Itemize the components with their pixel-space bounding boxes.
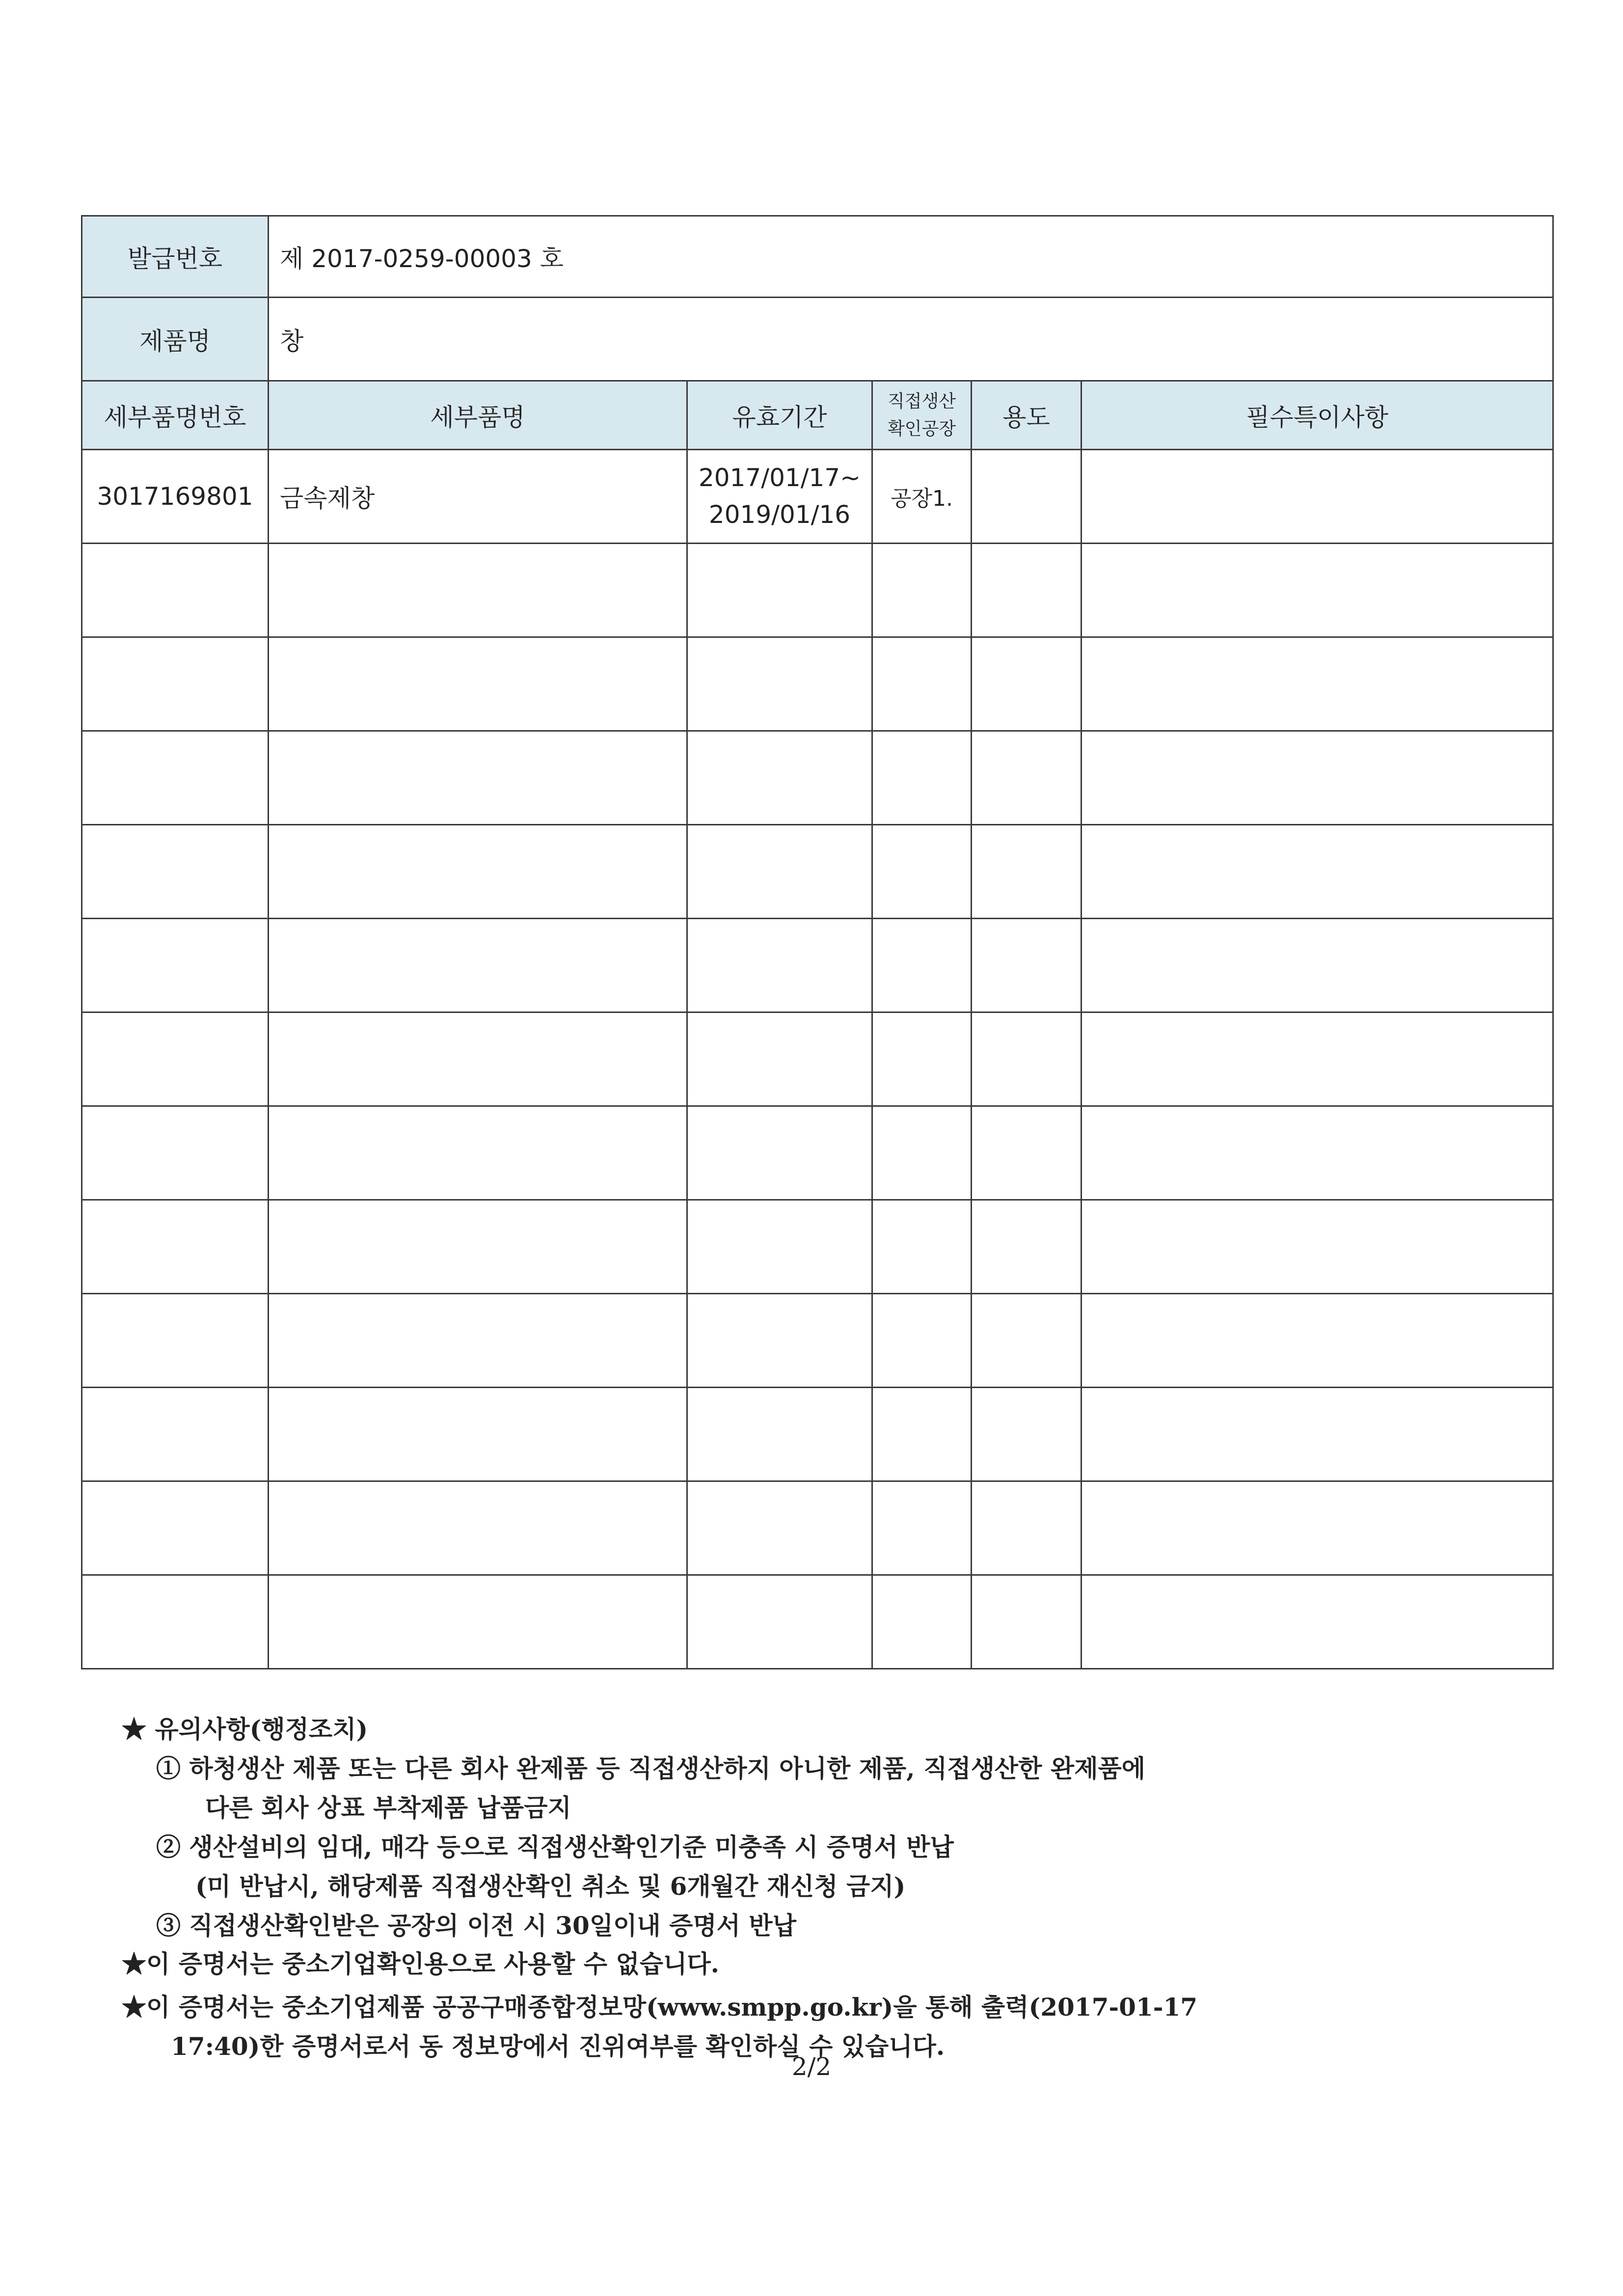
notice-item2-line2: (미 반납시, 해당제품 직접생산확인 취소 및 6개월간 재신청 금지) [195, 1872, 906, 1901]
empty-cell [1082, 825, 1553, 919]
empty-cell [269, 1106, 687, 1200]
header-factory-line1: 직접생산 [887, 391, 956, 411]
empty-cell [82, 919, 269, 1012]
empty-cell [269, 1294, 687, 1388]
empty-cell [687, 637, 872, 731]
empty-cell [82, 1200, 269, 1294]
empty-cell [972, 919, 1082, 1012]
header-detail-code: 세부품명번호 [82, 381, 269, 450]
period-start: 2017/01/17~ [699, 464, 861, 492]
empty-cell [972, 1012, 1082, 1106]
empty-cell [687, 1106, 872, 1200]
row-usage [972, 450, 1082, 544]
empty-cell [82, 1388, 269, 1481]
empty-cell [972, 1388, 1082, 1481]
empty-cell [1082, 1388, 1553, 1481]
empty-cell [269, 544, 687, 637]
header-detail-name: 세부품명 [269, 381, 687, 450]
table-row [82, 1575, 1553, 1669]
empty-cell [1082, 731, 1553, 825]
empty-cell [972, 825, 1082, 919]
empty-cell [82, 1481, 269, 1575]
table-row [82, 1012, 1553, 1106]
empty-cell [1082, 544, 1553, 637]
empty-cell [972, 731, 1082, 825]
empty-cell [872, 1012, 972, 1106]
empty-cell [82, 1294, 269, 1388]
row-detail-code: 3017169801 [82, 450, 269, 544]
page-number: 2/2 [791, 2052, 832, 2081]
table-row [82, 1481, 1553, 1575]
row-detail-name: 금속제창 [269, 450, 687, 544]
empty-cell [972, 1294, 1082, 1388]
empty-cell [82, 637, 269, 731]
product-name-value: 창 [269, 298, 1553, 381]
empty-cell [1082, 1481, 1553, 1575]
empty-cell [269, 731, 687, 825]
empty-cell [872, 825, 972, 919]
empty-cell [269, 919, 687, 1012]
empty-cell [687, 825, 872, 919]
table-row [82, 637, 1553, 731]
table-row [82, 919, 1553, 1012]
empty-cell [1082, 1012, 1553, 1106]
period-end: 2019/01/16 [708, 500, 851, 529]
empty-cell [269, 1388, 687, 1481]
empty-cell [972, 1575, 1082, 1669]
empty-cell [269, 1200, 687, 1294]
notice-item1-line1: ① 하청생산 제품 또는 다른 회사 완제품 등 직접생산하지 아니한 제품, 직접생산한 완제품에 [156, 1754, 1146, 1783]
empty-cell [872, 1294, 972, 1388]
empty-cell [872, 1200, 972, 1294]
row-validity-period [687, 450, 872, 544]
empty-cell [82, 1575, 269, 1669]
product-name-row [82, 298, 1553, 381]
notice-star1: ★이 증명서는 중소기업확인용으로 사용할 수 없습니다. [122, 1949, 720, 1978]
empty-cell [687, 1388, 872, 1481]
empty-cell [972, 544, 1082, 637]
empty-cell [687, 731, 872, 825]
empty-cell [82, 544, 269, 637]
product-name-label: 제품명 [82, 298, 269, 381]
table-row [82, 1388, 1553, 1481]
empty-cell [872, 637, 972, 731]
empty-cell [872, 919, 972, 1012]
table-row [82, 731, 1553, 825]
table-row [82, 1294, 1553, 1388]
header-factory [872, 381, 972, 450]
notice-star2-line2: 17:40)한 증명서로서 동 정보망에서 진위여부를 확인하실 수 있습니다. [171, 2032, 945, 2061]
notice-item3: ③ 직접생산확인받은 공장의 이전 시 30일이내 증명서 반납 [156, 1911, 797, 1940]
empty-cell [82, 1106, 269, 1200]
table-row [82, 450, 1553, 544]
empty-cell [872, 544, 972, 637]
empty-cell [269, 1012, 687, 1106]
empty-cell [687, 1481, 872, 1575]
empty-cell [972, 1481, 1082, 1575]
empty-cell [1082, 919, 1553, 1012]
empty-cell [872, 1481, 972, 1575]
empty-cell [972, 637, 1082, 731]
empty-cell [82, 825, 269, 919]
empty-cell [1082, 637, 1553, 731]
empty-cell [1082, 1575, 1553, 1669]
header-validity-period: 유효기간 [687, 381, 872, 450]
empty-cell [972, 1106, 1082, 1200]
empty-cell [687, 544, 872, 637]
empty-cell [1082, 1200, 1553, 1294]
empty-cell [1082, 1294, 1553, 1388]
empty-cell [687, 1294, 872, 1388]
empty-cell [269, 1481, 687, 1575]
notice-star2-line1: ★이 증명서는 중소기업제품 공공구매종합정보망(www.smpp.go.kr)을 통해 출력(2017-01-17 [122, 1993, 1198, 2022]
certificate-table [81, 215, 1554, 1669]
empty-cell [872, 731, 972, 825]
table-header-row [82, 381, 1553, 450]
empty-cell [82, 1012, 269, 1106]
issue-number-label: 발급번호 [82, 216, 269, 298]
header-remarks: 필수특이사항 [1082, 381, 1553, 450]
empty-cell [972, 1200, 1082, 1294]
header-factory-line2: 확인공장 [887, 418, 956, 439]
issue-number-row [82, 216, 1553, 298]
empty-cell [269, 1575, 687, 1669]
empty-cell [872, 1575, 972, 1669]
table-row [82, 1106, 1553, 1200]
empty-cell [1082, 1106, 1553, 1200]
empty-cell [687, 1575, 872, 1669]
empty-cell [687, 1012, 872, 1106]
empty-cell [687, 1200, 872, 1294]
table-row [82, 1200, 1553, 1294]
header-usage: 용도 [972, 381, 1082, 450]
issue-number-value: 제 2017-0259-00003 호 [269, 216, 1553, 298]
table-row [82, 544, 1553, 637]
notice-item1-line2: 다른 회사 상표 부착제품 납품금지 [205, 1793, 571, 1822]
row-remarks [1082, 450, 1553, 544]
empty-cell [872, 1388, 972, 1481]
notice-item2-line1: ② 생산설비의 임대, 매각 등으로 직접생산확인기준 미충족 시 증명서 반납 [156, 1832, 954, 1861]
empty-cell [82, 731, 269, 825]
empty-cell [687, 919, 872, 1012]
row-factory: 공장1. [872, 450, 972, 544]
empty-cell [269, 825, 687, 919]
table-row [82, 825, 1553, 919]
empty-cell [872, 1106, 972, 1200]
notice-title: ★ 유의사항(행정조치) [122, 1715, 368, 1744]
empty-cell [269, 637, 687, 731]
